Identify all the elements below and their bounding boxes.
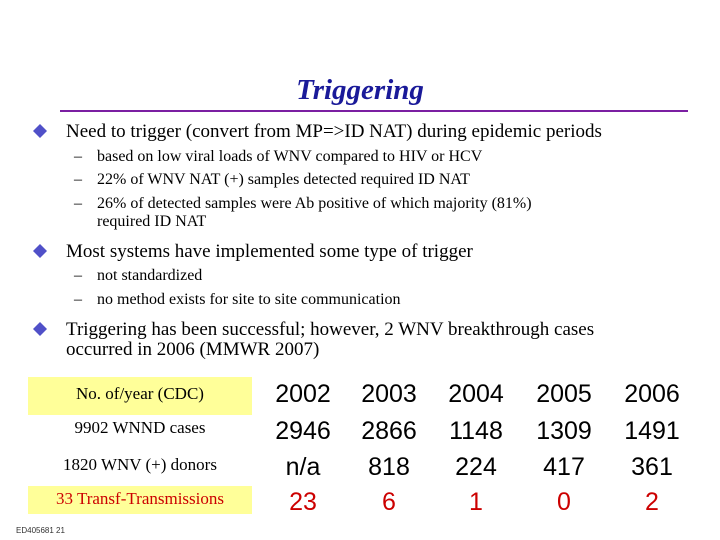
donors-cell: 818 (368, 453, 410, 481)
wnnd-cell: 2946 (275, 417, 331, 445)
year-cell: 2006 (624, 380, 680, 408)
slide-title: Triggering (296, 74, 424, 106)
table-row-label: 33 Transf-Transmissions (28, 486, 252, 514)
transmissions-cell: 6 (382, 488, 396, 516)
wnnd-cell: 1148 (449, 417, 503, 445)
diamond-bullet-icon (33, 322, 47, 336)
transmissions-cell: 2 (645, 488, 659, 516)
slide-footer: ED405681 21 (16, 526, 65, 535)
year-cell: 2003 (361, 380, 417, 408)
donors-cell: 224 (455, 453, 497, 481)
bullet-text: Triggering has been successful; however, 2 WNV breakthrough cases (66, 319, 595, 340)
transmissions-cell: 23 (289, 488, 317, 516)
title-divider (60, 110, 688, 112)
diamond-bullet-icon (33, 124, 47, 138)
table-header-label: No. of/year (CDC) (28, 377, 252, 415)
donors-cell: 361 (631, 453, 673, 481)
year-cell: 2002 (275, 380, 331, 408)
bullet-text: Need to trigger (convert from MP=>ID NAT) during epidemic periods (66, 121, 602, 142)
diamond-bullet-icon (33, 244, 47, 258)
donors-cell: n/a (285, 453, 321, 481)
wnnd-cell: 1491 (624, 417, 680, 445)
year-cell: 2004 (448, 380, 504, 408)
transmissions-cell: 1 (469, 488, 483, 516)
wnnd-cell: 1309 (536, 417, 592, 445)
transmissions-cell: 0 (557, 488, 571, 516)
bullet-text: Most systems have implemented some type of trigger (66, 241, 473, 262)
table-row-label: 9902 WNND cases (74, 418, 206, 437)
donors-cell: 417 (543, 453, 585, 481)
wnnd-cell: 2866 (361, 417, 417, 445)
table-row-label: 1820 WNV (+) donors (63, 455, 217, 474)
year-cell: 2005 (536, 380, 592, 408)
